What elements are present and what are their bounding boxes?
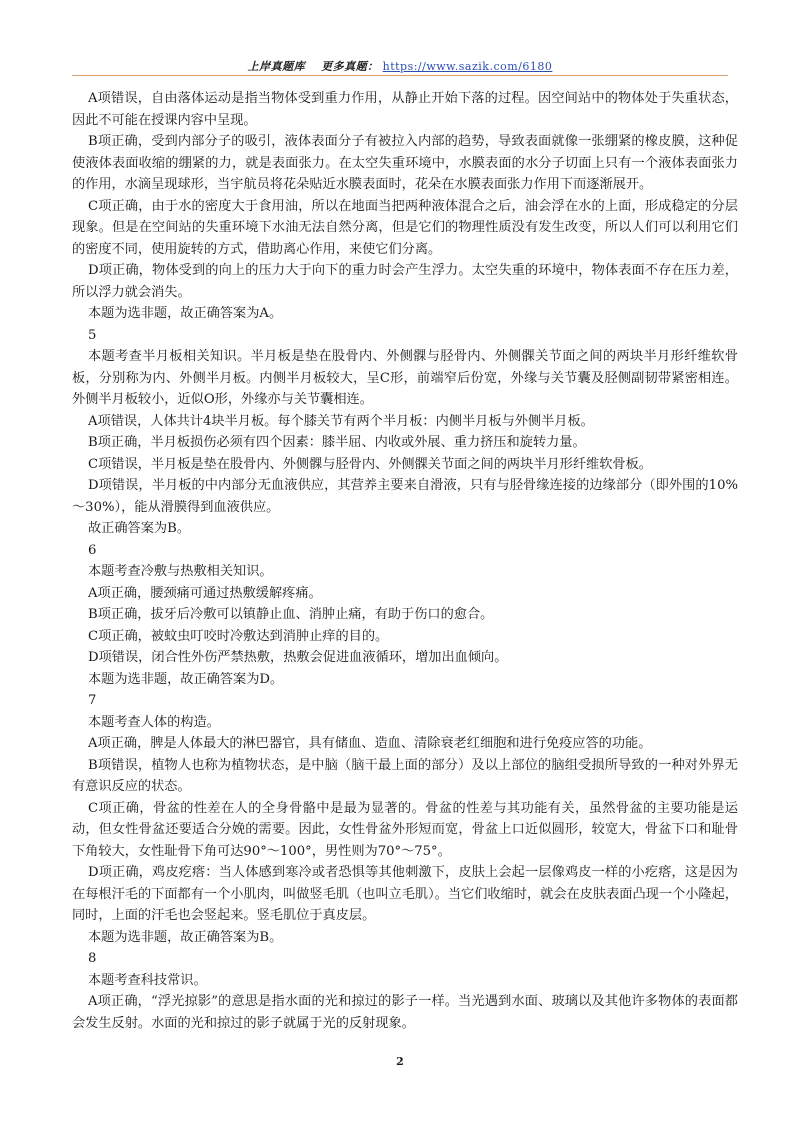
question-number: 5 <box>88 327 97 343</box>
paragraph: 本题考查人体的构造。 <box>88 714 220 730</box>
paragraph: 本题为选非题，故正确答案为B。 <box>88 929 283 945</box>
paragraph: A项正确，腰颈痛可通过热敷缓解疼痛。 <box>88 585 322 601</box>
header-divider <box>72 75 728 76</box>
paragraph: C项正确，被蚊虫叮咬时冷敷达到消肿止痒的目的。 <box>88 628 389 644</box>
paragraph: 本题考查半月板相关知识。半月板是垫在股骨内、外侧髁与胫骨内、外侧髁关节面之间的两块半月形纤维软骨板，分别称为内、外侧半月板。内侧半月板较大，呈C形，前端窄后份宽，外缘与关节囊及胫侧副韧带紧密相连。外侧半月板较小，近似O形，外缘亦与关节囊相连。 <box>72 349 738 407</box>
paragraph: D项正确，物体受到的向上的压力大于向下的重力时会产生浮力。太空失重的环境中，物体表面不存在压力差，所以浮力就会消失。 <box>72 263 738 300</box>
paragraph: 故正确答案为B。 <box>88 521 191 536</box>
paragraph: B项正确，受到内部分子的吸引，液体表面分子有被拉入内部的趋势，导致表面就像一张绷紧的橡皮膜，这种促使液体表面收缩的绷紧的力，就是表面张力。在太空失重环境中，水膜表面的水分子切面上只有一个液体表面张力的作用，水滴呈现球形，当宇航员将花朵贴近水膜表面时，花朵在水膜表面张力作用下而逐渐展开。 <box>72 134 738 192</box>
paragraph: C项正确，骨盆的性差在人的全身骨骼中是最为显著的。骨盆的性差与其功能有关，虽然骨盆的主要功能是运动，但女性骨盆还要适合分娩的需要。因此，女性骨盆外形短而宽，骨盆上口近似圆形，较宽大，骨盆下口和耻骨下角较大，女性耻骨下角可达90°～100°，男性则为70°～75°。 <box>72 800 738 859</box>
paragraph: B项正确，拔牙后冷敷可以镇静止血、消肿止痛，有助于伤口的愈合。 <box>88 607 494 622</box>
header-label: 更多真题： <box>321 60 379 73</box>
paragraph: A项正确，脾是人体最大的淋巴器官，具有储血、造血、清除衰老红细胞和进行免疫应答的功能。 <box>88 736 652 751</box>
paragraph: D项正确，鸡皮疙瘩：当人体感到寒冷或者恐惧等其他刺激下，皮肤上会起一层像鸡皮一样的小疙瘩，这是因为在每根汗毛的下面都有一个小肌肉，叫做竖毛肌（也叫立毛肌）。当它们收缩时，就会在皮肤表面凸现一个小隆起，同时，上面的汗毛也会竖起来。竖毛肌位于真皮层。 <box>72 865 738 923</box>
header-brand: 上岸真题库 <box>247 60 306 73</box>
document-body <box>72 88 738 1034</box>
paragraph: A项错误，人体共计4块半月板。每个膝关节有两个半月板：内侧半月板与外侧半月板。 <box>88 413 594 429</box>
page-number: 2 <box>396 1055 404 1068</box>
question-number: 8 <box>88 951 97 966</box>
paragraph: D项错误，半月板的中内部分无血液供应，其营养主要来自滑液，只有与胫骨缘连接的边缘部分（即外围的10%～30%），能从滑膜得到血液供应。 <box>72 478 738 515</box>
paragraph: D项错误，闭合性外伤严禁热敷，热敷会促进血液循环，增加出血倾向。 <box>88 650 508 665</box>
header-link[interactable]: https://www.sazik.com/6180 <box>382 60 553 73</box>
paragraph: B项错误，植物人也称为植物状态，是中脑（脑干最上面的部分）及以上部位的脑组受损所导致的一种对外界无有意识反应的状态。 <box>72 757 738 794</box>
page-header <box>0 58 800 74</box>
paragraph: C项错误，半月板是垫在股骨内、外侧髁与胫骨内、外侧髁关节面之间的两块半月形纤维软骨板。 <box>88 456 652 472</box>
paragraph: A项错误，自由落体运动是指当物体受到重力作用，从静止开始下落的过程。因空间站中的物体处于失重状态，因此不可能在授课内容中呈现。 <box>72 91 738 128</box>
paragraph: 本题考查科技常识。 <box>88 972 207 988</box>
paragraph: 本题为选非题，故正确答案为D。 <box>88 671 284 687</box>
question-number: 7 <box>88 693 97 708</box>
paragraph: A项正确，“浮光掠影”的意思是指水面的光和掠过的影子一样。当光遇到水面、玻璃以及其他许多物体的表面都会发生反射。水面的光和掠过的影子就属于光的反射现象。 <box>72 994 738 1031</box>
paragraph: B项正确，半月板损伤必须有四个因素：膝半屈、内收或外展、重力挤压和旋转力量。 <box>88 435 586 450</box>
paragraph: 本题考查冷敷与热敷相关知识。 <box>88 564 273 579</box>
paragraph: 本题为选非题，故正确答案为A。 <box>88 306 283 321</box>
paragraph: C项正确，由于水的密度大于食用油，所以在地面当把两种液体混合之后，油会浮在水的上面，形成稳定的分层现象。但是在空间站的失重环境下水油无法自然分离，但是它们的物理性质没有发生改变，所以人们可以利用它们的密度不同，使用旋转的方式，借助离心作用，来使它们分离。 <box>72 198 738 257</box>
question-number: 6 <box>88 542 97 558</box>
